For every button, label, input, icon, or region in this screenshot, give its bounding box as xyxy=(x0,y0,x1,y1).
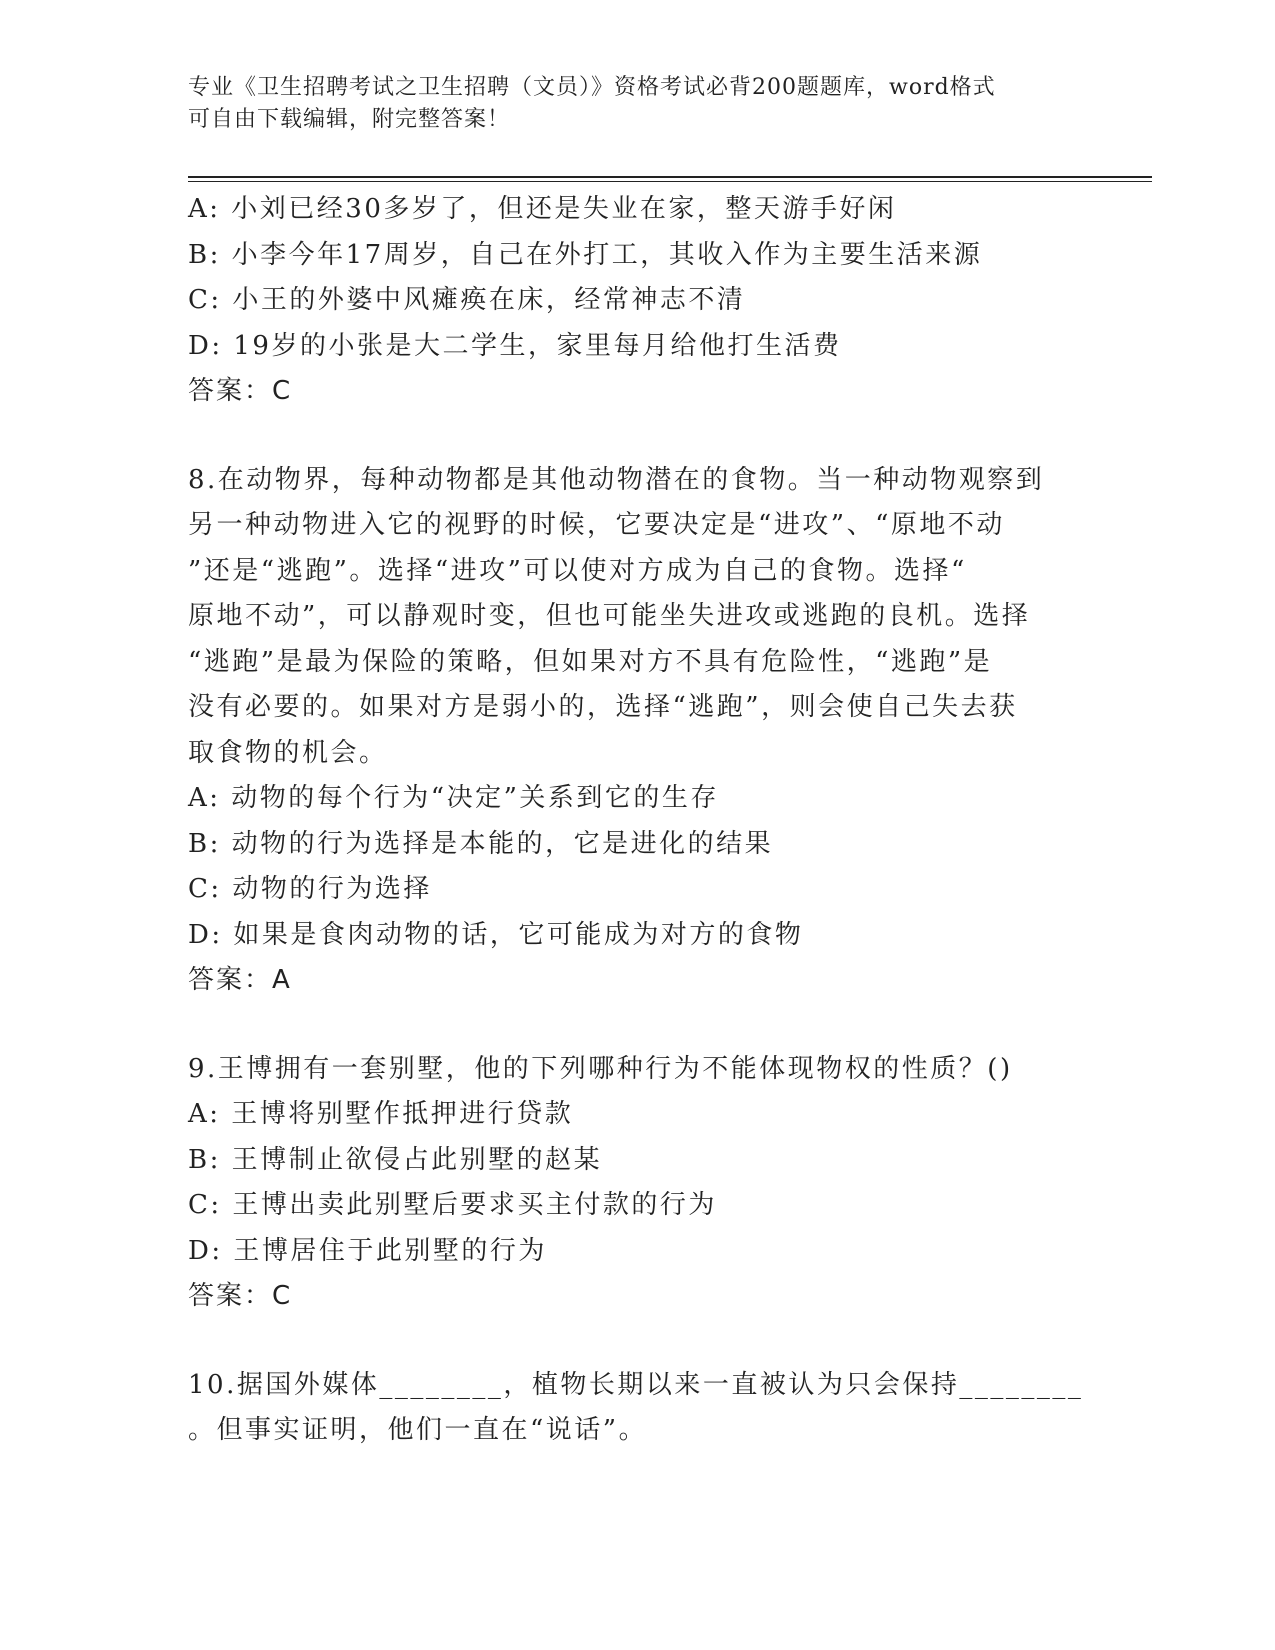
option-c: C: 小王的外婆中风瘫痪在床，经常神志不清 xyxy=(188,285,746,315)
option-c: C: 动物的行为选择 xyxy=(188,874,432,904)
option-c: C: 王博出卖此别墅后要求买主付款的行为 xyxy=(188,1190,717,1220)
question-list xyxy=(188,187,1108,1454)
option-a: A: 小刘已经30多岁了，但还是失业在家，整天游手好闲 xyxy=(188,194,897,224)
answer: 答案：C xyxy=(188,1281,293,1311)
question-line: 另一种动物进入它的视野的时候，它要决定是“进攻”、“原地不动 xyxy=(188,510,1005,540)
header-line-2: 可自由下载编辑，附完整答案！ xyxy=(188,107,511,132)
option-d: D: 19岁的小张是大二学生，家里每月给他打生活费 xyxy=(188,330,842,361)
answer: 答案：C xyxy=(188,376,293,406)
option-d: D: 如果是食肉动物的话，它可能成为对方的食物 xyxy=(188,919,804,950)
question-line: ”还是“逃跑”。选择“进攻”可以使对方成为自己的食物。选择“ xyxy=(188,555,967,586)
option-a: A: 动物的每个行为“决定”关系到它的生存 xyxy=(188,783,719,813)
question-line: 原地不动”，可以静观时变，但也可能坐失进攻或逃跑的良机。选择 xyxy=(188,601,1031,631)
option-b: B: 小李今年17周岁，自己在外打工，其收入作为主要生活来源 xyxy=(188,239,983,270)
question-8 xyxy=(188,458,1108,1004)
question-text xyxy=(188,458,1108,777)
header-divider-thin xyxy=(188,181,1152,182)
answer: 答案：A xyxy=(188,965,292,995)
question-line: 10.据国外媒体________，植物长期以来一直被认为只会保持________ xyxy=(188,1369,1084,1400)
question-text: 9.王博拥有一套别墅，他的下列哪种行为不能体现物权的性质？() xyxy=(188,1053,1013,1084)
option-a: A: 王博将别墅作抵押进行贷款 xyxy=(188,1099,574,1129)
question-line: “逃跑”是最为保险的策略，但如果对方不具有危险性，“逃跑”是 xyxy=(188,646,993,677)
option-b: B: 王博制止欲侵占此别墅的赵某 xyxy=(188,1144,603,1175)
question-9 xyxy=(188,1047,1108,1320)
document-header xyxy=(188,72,1088,136)
question-7 xyxy=(188,187,1108,415)
header-line-1: 专业《卫生招聘考试之卫生招聘（文员）》资格考试必背200题题库，word格式 xyxy=(188,75,996,100)
question-10 xyxy=(188,1363,1108,1454)
header-divider-thick xyxy=(188,176,1152,178)
question-line: 。但事实证明，他们一直在“说话”。 xyxy=(188,1415,648,1445)
question-line: 8.在动物界，每种动物都是其他动物潜在的食物。当一种动物观察到 xyxy=(188,464,1045,495)
question-line: 取食物的机会。 xyxy=(188,737,388,768)
option-b: B: 动物的行为选择是本能的，它是进化的结果 xyxy=(188,828,774,859)
question-line: 没有必要的。如果对方是弱小的，选择“逃跑”，则会使自己失去获 xyxy=(188,692,1018,722)
option-d: D: 王博居住于此别墅的行为 xyxy=(188,1235,547,1266)
